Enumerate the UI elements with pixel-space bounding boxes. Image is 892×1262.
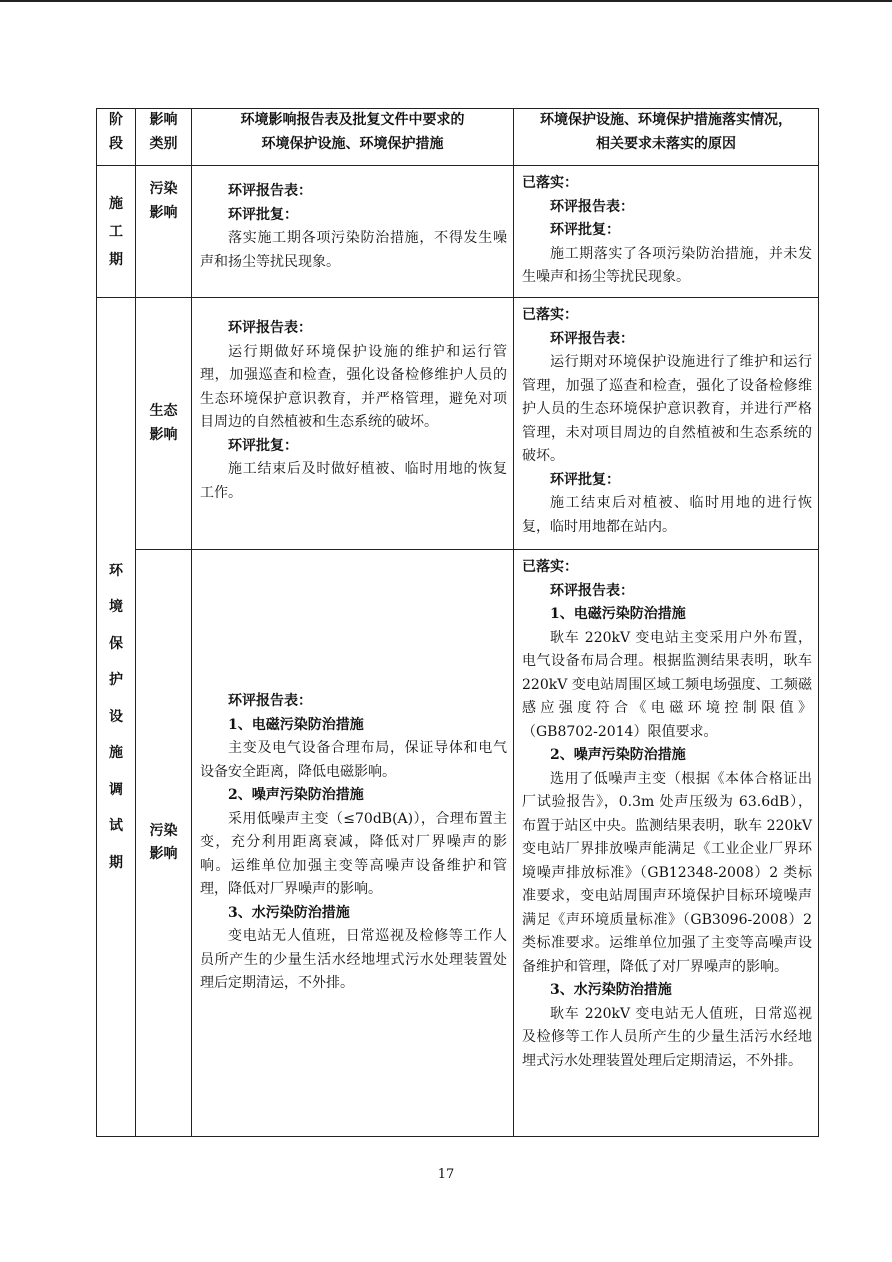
header-requirements: 环境影响报告表及批复文件中要求的 环境保护设施、环境保护措施 — [192, 109, 514, 166]
environmental-measures-table — [96, 108, 819, 1137]
req-pollution: 环评报告表： 1、电磁污染防治措施 主变及电气设备合理布局，保证导体和电气设备安全距离，降低电磁影响。 2、噪声污染防治措施 采用低噪声主变（≤70dB(A)），合理布置主变，充分利用距离衰减，降低对厂界噪声的影响。运维单位加强主变等高噪声设备维护和管理，降低对厂界噪声的影响。 3、水污染防治措施 变电站无人值班，日常巡视及检修等工作人员所产生的少量生活水经地埋式污水处理装置处理后定期清运，不外排。 — [192, 550, 514, 1137]
stage-operation: 环 境 保 护 设 施 调 试 期 — [97, 298, 136, 1137]
stage-construction: 施 工 期 — [97, 166, 136, 298]
type-construction-pollution: 污染 影响 — [136, 166, 192, 298]
type-pollution: 污染 影响 — [136, 550, 192, 1137]
req-ecology: 环评报告表： 运行期做好环境保护设施的维护和运行管理，加强巡查和检查，强化设备检修维护人员的生态环境保护意识教育，并严格管理，避免对项目周边的自然植被和生态系统的破坏。 环评批复： 施工结束后及时做好植被、临时用地的恢复工作。 — [192, 298, 514, 550]
header-implementation: 环境保护设施、环境保护措施落实情况， 相关要求未落实的原因 — [514, 109, 819, 166]
impl-pollution: 已落实： 环评报告表： 1、电磁污染防治措施 耿车 220kV 变电站主变采用户外布置，电气设备布局合理。根据监测结果表明，耿车 220kV 变电站周围区域工频电场强度、工频磁感应强度符合《电磁环境控制限值》（GB8702-2014）限值要求。 2、噪声污染防治措施 选用了低噪声主变（根据《本体合格证出厂试验报告》，0.3m 处声压级为 63.6dB），布置于站区中央。监测结果表明，耿车 220kV 变电站厂界排放噪声能满足《工业企业厂界环境噪声排放标准》（GB12348-2008）2 类标准要求，变电站周围声环境保护目标环境噪声满足《声环境质量标准》（GB3096-2008）2 类标准要求。运维单位加强了主变等高噪声设备维护和管理，降低了对厂界噪声的影响。 3、水污染防治措施 耿车 220kV 变电站无人值班，日常巡视及检修等工作人员所产生的少量生活污水经地埋式污水处理装置处理后定期清运，不外排。 — [514, 550, 819, 1137]
header-impact-type: 影响 类别 — [136, 109, 192, 166]
type-ecology: 生态 影响 — [136, 298, 192, 550]
req-heading-report: 环评报告表： — [228, 183, 312, 199]
header-stage: 阶 段 — [97, 109, 136, 166]
table-row-ecology — [97, 298, 819, 550]
impl-ecology: 已落实： 环评报告表： 运行期对环境保护设施进行了维护和运行管理，加强了巡查和检查，强化了设备检修维护人员的生态环境保护意识教育，并进行严格管理，未对项目周边的自然植被和生态系统的破坏。 环评批复： 施工结束后对植被、临时用地的进行恢复，临时用地都在站内。 — [514, 298, 819, 550]
table-header-row — [97, 109, 819, 166]
req-heading-approval: 环评批复： — [228, 206, 298, 223]
impl-text: 施工期落实了各项污染防治措施，并未发生噪声和扬尘等扰民现象。 — [522, 245, 812, 285]
table-row-pollution — [97, 550, 819, 1137]
req-construction — [192, 166, 514, 298]
impl-construction — [514, 166, 819, 298]
page-number: 17 — [437, 1167, 455, 1182]
impl-heading-approval: 环评批复： — [550, 222, 620, 238]
impl-heading-report: 环评报告表： — [550, 198, 634, 215]
table-row-construction — [97, 166, 819, 298]
req-text: 落实施工期各项污染防治措施，不得发生噪声和扬尘等扰民现象。 — [200, 230, 507, 270]
top-border-line — [0, 0, 892, 2]
impl-status: 已落实： — [522, 175, 578, 191]
